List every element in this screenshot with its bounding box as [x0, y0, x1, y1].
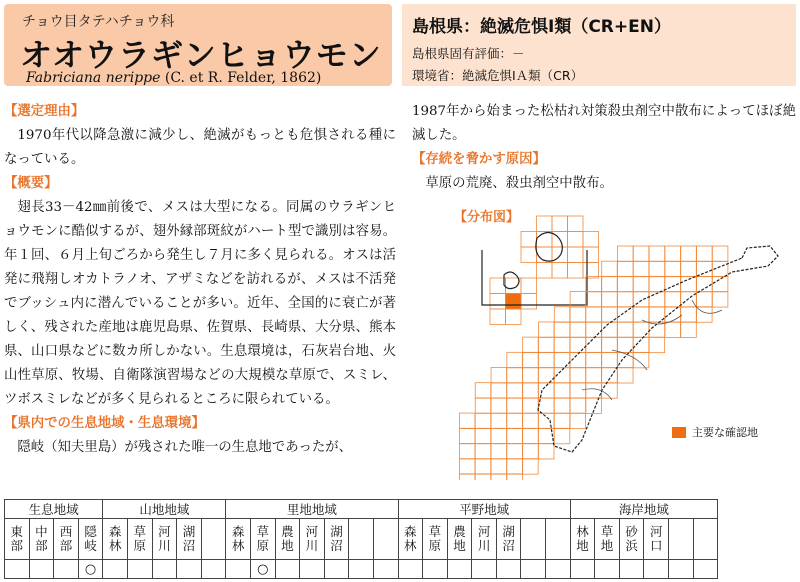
- habitat-cell: [226, 519, 251, 560]
- habitat-mark: [127, 560, 152, 579]
- habitat-mark: [152, 560, 177, 579]
- header: [0, 0, 800, 88]
- scientific-name: [26, 70, 321, 86]
- map-grid-cell: [537, 263, 553, 279]
- habitat-text-2: 1987年から始まった松枯れ対策殺虫剤空中散布によってほぼ絶滅した。: [412, 104, 796, 143]
- map-grid-cell: [538, 443, 554, 459]
- map-grid-cell: [554, 428, 570, 444]
- map-grid-cell: [633, 276, 649, 292]
- habitat-table: [4, 499, 718, 579]
- habitat-mark: ○: [250, 560, 275, 579]
- map-grid-cell: [459, 443, 475, 459]
- map-grid-cell: [459, 474, 475, 480]
- habitat-cell: [201, 519, 226, 560]
- habitat-group-3: 平野地域: [398, 500, 570, 519]
- habitat-cell-label: 農地: [453, 524, 466, 553]
- habitat-cell: [472, 519, 497, 560]
- habitat-mark: [275, 560, 300, 579]
- map-grid-cell: [618, 352, 634, 368]
- habitat-mark: [398, 560, 423, 579]
- map-grid-cell: [618, 261, 634, 277]
- threat-heading: 【存続を脅かす原因】: [412, 152, 546, 167]
- habitat-cell-label: 草原: [256, 524, 269, 553]
- map-grid-cell: [538, 398, 554, 414]
- map-grid-cell: [697, 246, 713, 262]
- habitat-cell-label: 東部: [10, 524, 24, 553]
- map-grid-cell: [681, 246, 697, 262]
- overview-text: 翅長33－42㎜前後で、メスは大型になる。同属のウラギンヒョウモンに酷似するが、翅外縁部斑紋がハート型で識別は容易。年１回、６月上旬ごろから発生し７月に多く見られる。オスは活発に飛翔しオカトラノオ、アザミなどを訪れるが、メスは不活発でブッシュ内に潜んでいることが多い。近年、全国的に衰亡が著しく、残された産地は鹿児島県、佐賀県、長崎県、大分県、熊本県、山口県などに数カ所しかない。生息環境は，石灰岩台地、火山性草原、牧場、自衛隊演習場などの大規模な草原で、スミレ、ツボスミレなどが多く見られるところに限られている。: [4, 200, 396, 407]
- legend-label: 主要な確認地: [692, 426, 758, 439]
- habitat-cell: [78, 519, 103, 560]
- habitat-mark: [226, 560, 251, 579]
- map-grid-cell: [697, 292, 713, 308]
- map-grid-cell: [475, 443, 491, 459]
- map-grid-cell: [523, 459, 539, 475]
- map-grid-cell: [523, 398, 539, 414]
- map-grid-cell: [681, 322, 697, 338]
- map-grid-cell: [618, 292, 634, 308]
- map-grid-cell: [681, 261, 697, 277]
- habitat-cell: [177, 519, 202, 560]
- map-grid-cell: [537, 216, 553, 232]
- map-grid-cell: [523, 413, 539, 429]
- threat-text: 草原の荒廃、殺虫剤空中散布。: [425, 176, 613, 191]
- map-grid-cell: [523, 383, 539, 399]
- map-grid-cell: [602, 322, 618, 338]
- status-endemic: 島根県固有評価：－: [412, 46, 525, 61]
- map-grid-cell: [568, 263, 584, 279]
- status-main: 島根県：絶滅危惧Ⅰ類（CR+EN）: [412, 17, 671, 37]
- map-grid-cell: [554, 337, 570, 353]
- map-grid-cell: [521, 232, 537, 248]
- map-grid-cell: [490, 278, 506, 294]
- map-grid-cell: [633, 352, 649, 368]
- map-grid-cell: [507, 459, 523, 475]
- habitat-mark: [324, 560, 349, 579]
- habitat-cell-label: 湖沼: [182, 524, 196, 553]
- species-name: オオウラギンヒョウモン: [20, 36, 382, 74]
- habitat-cell: [275, 519, 300, 560]
- map-grid-cell: [586, 337, 602, 353]
- habitat-mark: [496, 560, 521, 579]
- map-grid-cell: [586, 292, 602, 308]
- river-lines: [582, 300, 722, 400]
- map-grid-cell: [538, 413, 554, 429]
- map-grid-cell: [490, 309, 506, 325]
- habitat-cell-label: 隠岐: [84, 524, 97, 553]
- habitat-cell: [29, 519, 54, 560]
- map-grid-cell: [538, 368, 554, 384]
- habitat-cell-label: 草原: [133, 524, 147, 553]
- map-grid-cell: [568, 216, 584, 232]
- habitat-mark: [472, 560, 497, 579]
- habitat-cell: [693, 519, 718, 560]
- map-grid-cell: [475, 383, 491, 399]
- habitat-group-2: 里地地域: [226, 500, 398, 519]
- map-grid-cell: [507, 428, 523, 444]
- map-grid-cell: [681, 307, 697, 323]
- habitat-cell: [300, 519, 325, 560]
- map-grid-cell: [633, 261, 649, 277]
- map-grid-cell: [554, 322, 570, 338]
- map-grid-cell: [570, 368, 586, 384]
- map-grid-cell: [570, 383, 586, 399]
- map-grid-cell: [633, 292, 649, 308]
- map-grid-cell: [665, 322, 681, 338]
- habitat-cell: [496, 519, 521, 560]
- habitat-cell: [103, 519, 128, 560]
- map-grid-cell: [507, 413, 523, 429]
- legend-swatch: [672, 427, 686, 438]
- title-box: [4, 4, 392, 86]
- map-grid-cell: [568, 247, 584, 263]
- map-label: 【分布図】: [452, 206, 521, 225]
- habitat-cell: [546, 519, 571, 560]
- habitat-cell: [447, 519, 472, 560]
- habitat-mark: [5, 560, 30, 579]
- map-grid-cell: [475, 474, 491, 480]
- habitat-cell-label: 湖沼: [330, 524, 343, 553]
- habitat-cell-label: 森林: [404, 524, 417, 553]
- map-grid-cell: [490, 294, 506, 310]
- reason-heading: 【選定理由】: [4, 104, 85, 119]
- map-grid-cell: [475, 459, 491, 475]
- map-grid-cell: [633, 307, 649, 323]
- map-grid-cell: [570, 398, 586, 414]
- habitat-text-1: 隠岐（知夫里島）が残された唯一の生息地であったが、: [17, 440, 353, 455]
- habitat-mark: [619, 560, 644, 579]
- habitat-cell-label: 林地: [576, 524, 589, 553]
- map-legend: [672, 424, 758, 440]
- reason-text: 1970年代以降急激に減少し、絶滅がもっとも危惧される種になっている。: [4, 128, 396, 167]
- habitat-cell-label: 河口: [649, 524, 663, 553]
- left-column: [4, 100, 396, 460]
- map-grid-cell: [602, 261, 618, 277]
- map-grid-cell: [602, 352, 618, 368]
- habitat-group-4: 海岸地域: [570, 500, 718, 519]
- map-grid-cell: [507, 443, 523, 459]
- habitat-mark: [546, 560, 571, 579]
- map-grid-cell: [491, 398, 507, 414]
- map-grid-cell: [507, 474, 523, 480]
- map-grid-cell: [570, 413, 586, 429]
- map-grid-cell: [568, 232, 584, 248]
- map-grid-cell: [712, 292, 728, 308]
- habitat-cell: [5, 519, 30, 560]
- map-grid-cell: [618, 276, 634, 292]
- map-grid-cell: [459, 459, 475, 475]
- map-grid-cell: [618, 368, 634, 384]
- habitat-cell: [349, 519, 374, 560]
- map-grid-cell: [554, 352, 570, 368]
- habitat-cell: [398, 519, 423, 560]
- habitat-mark: [447, 560, 472, 579]
- habitat-mark: [373, 560, 398, 579]
- overview-heading: 【概要】: [4, 176, 58, 191]
- habitat-cell: [127, 519, 152, 560]
- habitat-mark: [644, 560, 669, 579]
- habitat-cell-label: 河川: [305, 524, 319, 553]
- inset-border: [482, 250, 587, 305]
- map-grid-cell: [602, 276, 618, 292]
- map-grid-cell: [507, 383, 523, 399]
- map-grid-cell: [586, 276, 602, 292]
- habitat-mark: [54, 560, 79, 579]
- map-grid-cell: [712, 246, 728, 262]
- map-grid-cell: [586, 368, 602, 384]
- map-grid-cell: [649, 246, 665, 262]
- status-box: [402, 4, 796, 86]
- habitat-mark-row: [5, 560, 718, 579]
- map-grid-cell: [491, 383, 507, 399]
- family-name: チョウ目タテハチョウ科: [22, 14, 175, 30]
- habitat-cell: [570, 519, 595, 560]
- habitat-mark: [521, 560, 546, 579]
- map-grid-cell: [552, 216, 568, 232]
- map-grid-cell: [475, 398, 491, 414]
- map-grid-cell: [602, 292, 618, 308]
- map-grid-cell: [586, 307, 602, 323]
- map-grid-cell: [586, 352, 602, 368]
- map-grid-cell: [665, 307, 681, 323]
- right-column: [412, 100, 796, 196]
- habitat-group-1: 山地地域: [103, 500, 226, 519]
- map-grid-cell: [538, 322, 554, 338]
- map-grid-cell: [665, 246, 681, 262]
- habitat-mark: [595, 560, 620, 579]
- map-grid-cell: [491, 459, 507, 475]
- map-grid-cell: [507, 368, 523, 384]
- map-grid-cell: [538, 337, 554, 353]
- habitat-group-0: 生息地域: [5, 500, 103, 519]
- map-grid-cell: [459, 428, 475, 444]
- habitat-cell-label: 湖沼: [502, 524, 515, 553]
- map-grid-cell: [491, 443, 507, 459]
- map-grid-cell: [697, 276, 713, 292]
- map-grid-cell: [554, 307, 570, 323]
- map-grid-cell: [507, 352, 523, 368]
- habitat-cell: [619, 519, 644, 560]
- map-grid-cell: [459, 413, 475, 429]
- map-record-cell: [506, 294, 522, 310]
- scientific-genus-species: Fabriciana nerippe: [26, 70, 161, 86]
- map-grid-cell: [521, 278, 537, 294]
- habitat-cell-label: 西部: [59, 524, 73, 553]
- map-grid-cell: [538, 352, 554, 368]
- habitat-mark: [693, 560, 718, 579]
- habitat-cell: [595, 519, 620, 560]
- habitat-cell-label: 砂浜: [625, 524, 638, 553]
- habitat-mark: [201, 560, 226, 579]
- habitat-cell-label: 草原: [428, 524, 442, 553]
- habitat-cell-label: 中部: [35, 524, 48, 553]
- habitat-cell-label: 河川: [477, 524, 491, 553]
- habitat-mark: ○: [78, 560, 103, 579]
- map-grid-cell: [583, 232, 599, 248]
- habitat-cell: [54, 519, 79, 560]
- map-grid-cell: [554, 398, 570, 414]
- map-grid-cell: [586, 383, 602, 399]
- habitat-cell: [373, 519, 398, 560]
- map-grid-cell: [523, 428, 539, 444]
- habitat-cell: [152, 519, 177, 560]
- map-grid-cell: [507, 398, 523, 414]
- dozen-island-outline: [504, 272, 519, 289]
- habitat-cell-label: 草地: [600, 524, 614, 553]
- map-grid-cell: [633, 337, 649, 353]
- habitat-heading: 【県内での生息地域・生息環境】: [4, 416, 205, 431]
- map-grid-cell: [523, 352, 539, 368]
- map-grid-cell: [570, 307, 586, 323]
- map-grid-cell: [665, 261, 681, 277]
- map-grid-cell: [523, 337, 539, 353]
- map-grid-cell: [537, 232, 553, 248]
- habitat-cell-label: 農地: [281, 524, 294, 553]
- habitat-cell: [521, 519, 546, 560]
- map-grid-cell: [618, 322, 634, 338]
- habitat-mark: [349, 560, 374, 579]
- map-grid-cell: [506, 309, 522, 325]
- map-grid-cell: [618, 246, 634, 262]
- map-grid-cell: [618, 307, 634, 323]
- map-grid-cell: [633, 246, 649, 262]
- map-grid-cell: [649, 276, 665, 292]
- habitat-cell: [250, 519, 275, 560]
- map-grid-cell: [583, 247, 599, 263]
- habitat-cell-row: [5, 519, 718, 560]
- map-grid-cell: [552, 263, 568, 279]
- map-grid-cell: [491, 368, 507, 384]
- map-grid-cell: [665, 292, 681, 308]
- map-grid-cell: [570, 337, 586, 353]
- map-grid-cell: [649, 261, 665, 277]
- habitat-cell: [644, 519, 669, 560]
- habitat-cell-label: 森林: [108, 524, 122, 553]
- map-grid-cell: [491, 474, 507, 480]
- habitat-mark: [570, 560, 595, 579]
- habitat-mark: [300, 560, 325, 579]
- map-grid-cell: [633, 322, 649, 338]
- habitat-mark: [423, 560, 448, 579]
- map-grid-cell: [523, 368, 539, 384]
- map-grid-cell: [649, 337, 665, 353]
- habitat-cell-label: 河川: [158, 524, 171, 553]
- map-grid-cell: [583, 263, 599, 279]
- habitat-cell: [669, 519, 694, 560]
- map-grid-cell: [681, 276, 697, 292]
- habitat-mark: [103, 560, 128, 579]
- map-grid-cell: [554, 383, 570, 399]
- habitat-mark: [669, 560, 694, 579]
- status-ministry: 環境省：絶滅危惧ⅠＡ類（CR）: [412, 68, 584, 83]
- map-grid-cell: [475, 428, 491, 444]
- habitat-mark: [29, 560, 54, 579]
- map-grid-cell: [491, 428, 507, 444]
- map-grid-cell: [602, 368, 618, 384]
- map-grid-cell: [521, 247, 537, 263]
- map-grid-cell: [521, 294, 537, 310]
- map-grid-cell: [554, 413, 570, 429]
- habitat-cell: [324, 519, 349, 560]
- map-grid-cell: [697, 261, 713, 277]
- scientific-author: (C. et R. Felder, 1862): [164, 70, 322, 86]
- habitat-mark: [177, 560, 202, 579]
- map-grid-cell: [586, 322, 602, 338]
- habitat-cell: [423, 519, 448, 560]
- habitat-group-row: [5, 500, 718, 519]
- map-grid-cell: [475, 413, 491, 429]
- map-grid-cell: [602, 383, 618, 399]
- map-grid-cell: [523, 443, 539, 459]
- map-grid-cell: [570, 322, 586, 338]
- map-grid-cell: [712, 276, 728, 292]
- map-grid-cell: [491, 413, 507, 429]
- habitat-cell-label: 森林: [231, 524, 245, 553]
